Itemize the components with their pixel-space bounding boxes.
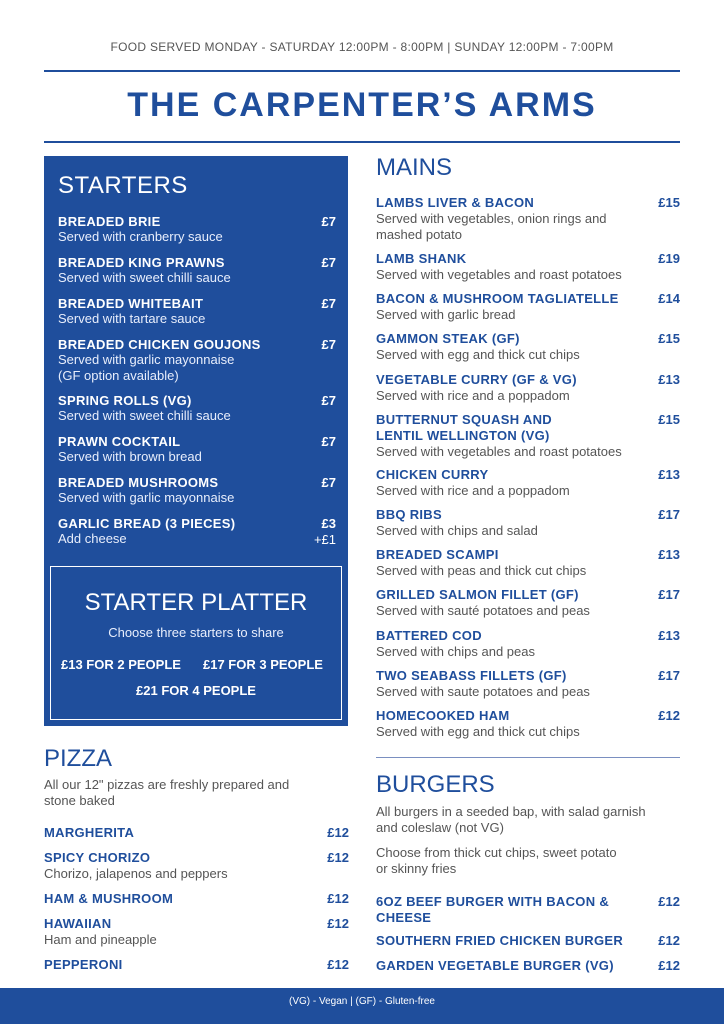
item-description: Served with garlic mayonnaise xyxy=(58,352,235,367)
item-price: £7 xyxy=(321,393,336,408)
item-name: MARGHERITA xyxy=(44,825,135,840)
item-name: BBQ RIBS xyxy=(376,507,442,522)
service-hours: FOOD SERVED MONDAY - SATURDAY 12:00PM - 8:00PM | SUNDAY 12:00PM - 7:00PM xyxy=(110,40,614,54)
page-title: THE CARPENTER’S ARMS xyxy=(127,86,597,124)
item-description: Chorizo, jalapenos and peppers xyxy=(44,866,228,881)
item-name: SPICY CHORIZO xyxy=(44,850,151,865)
item-description: Served with rice and a poppadom xyxy=(376,483,570,498)
burgers-sides-line: Choose from thick cut chips, sweet potato xyxy=(376,845,617,860)
mains-item xyxy=(376,372,680,404)
dietary-legend-footer xyxy=(0,988,724,1024)
item-price: £13 xyxy=(658,547,680,562)
item-name: VEGETABLE CURRY (GF & VG) xyxy=(376,372,577,387)
starter-platter-box xyxy=(50,566,342,720)
burgers-sides-note xyxy=(376,845,680,877)
dietary-legend: (VG) - Vegan | (GF) - Gluten-free xyxy=(289,996,435,1007)
starter-item xyxy=(58,475,336,506)
item-price: £15 xyxy=(658,412,680,427)
item-price: £13 xyxy=(658,372,680,387)
item-price: £12 xyxy=(327,891,349,906)
item-name: BREADED CHICKEN GOUJONS xyxy=(58,337,261,352)
pizza-item xyxy=(44,957,349,973)
mains-item xyxy=(376,587,680,619)
platter-subtitle: Choose three starters to share xyxy=(108,625,284,640)
mains-item xyxy=(376,291,680,323)
mains-item xyxy=(376,628,680,660)
item-description: Served with egg and thick cut chips xyxy=(376,724,580,739)
item-price: £12 xyxy=(658,708,680,723)
item-description: Served with vegetables, onion rings and xyxy=(376,211,607,226)
platter-option: £21 FOR 4 PEOPLE xyxy=(136,683,256,698)
item-price: £13 xyxy=(658,628,680,643)
pizza-intro-line: stone baked xyxy=(44,793,115,808)
item-name: LAMB SHANK xyxy=(376,251,467,266)
item-description: Served with egg and thick cut chips xyxy=(376,347,580,362)
item-description: Served with rice and a poppadom xyxy=(376,388,570,403)
item-name: GRILLED SALMON FILLET (GF) xyxy=(376,587,579,602)
item-price: £12 xyxy=(658,894,680,909)
item-price: £7 xyxy=(321,434,336,449)
item-price: £17 xyxy=(658,507,680,522)
item-price: £12 xyxy=(327,916,349,931)
item-note: (GF option available) xyxy=(58,368,179,383)
mains-item xyxy=(376,467,680,499)
item-name: SPRING ROLLS (VG) xyxy=(58,393,192,408)
item-name: GAMMON STEAK (GF) xyxy=(376,331,520,346)
item-price: £17 xyxy=(658,668,680,683)
starters-panel xyxy=(44,156,348,726)
item-name: BREADED WHITEBAIT xyxy=(58,296,204,311)
item-name: PEPPERONI xyxy=(44,957,123,972)
starter-item xyxy=(58,214,336,245)
item-name: HAWAIIAN xyxy=(44,916,112,931)
platter-option: £17 FOR 3 PEOPLE xyxy=(203,657,323,672)
mains-divider xyxy=(376,757,680,758)
mains-item xyxy=(376,668,680,700)
item-name: BREADED KING PRAWNS xyxy=(58,255,225,270)
item-name-cont: CHEESE xyxy=(376,910,432,925)
item-name: HOMECOOKED HAM xyxy=(376,708,510,723)
mains-item xyxy=(376,195,680,243)
item-extra-price: +£1 xyxy=(313,532,336,547)
mains-item xyxy=(376,412,680,460)
starter-item xyxy=(58,255,336,286)
item-description: Served with garlic mayonnaise xyxy=(58,490,235,505)
mains-item xyxy=(376,507,680,539)
item-description: Served with saute potatoes and peas xyxy=(376,684,590,699)
burger-item xyxy=(376,958,680,974)
starter-item xyxy=(58,393,336,424)
header-divider-bottom xyxy=(44,141,680,143)
mains-title: MAINS xyxy=(376,154,453,181)
item-description: Served with sweet chilli sauce xyxy=(58,270,231,285)
item-price: £12 xyxy=(658,958,680,973)
item-name: GARLIC BREAD (3 PIECES) xyxy=(58,516,236,531)
item-name-cont: LENTIL WELLINGTON (VG) xyxy=(376,428,550,443)
platter-title: STARTER PLATTER xyxy=(84,589,308,616)
starter-item xyxy=(58,516,336,547)
item-price: £12 xyxy=(327,850,349,865)
item-price: £7 xyxy=(321,337,336,352)
item-name: GARDEN VEGETABLE BURGER (VG) xyxy=(376,958,614,973)
item-price: £13 xyxy=(658,467,680,482)
item-description: Served with sauté potatoes and peas xyxy=(376,603,590,618)
pizza-item xyxy=(44,850,349,882)
item-price: £7 xyxy=(321,296,336,311)
burgers-title: BURGERS xyxy=(376,771,495,798)
burgers-intro-line: All burgers in a seeded bap, with salad garnish xyxy=(376,804,646,819)
item-price: £7 xyxy=(321,214,336,229)
item-price: £17 xyxy=(658,587,680,602)
burgers-intro-line: and coleslaw (not VG) xyxy=(376,820,504,835)
item-description: Served with vegetables and roast potatoes xyxy=(376,267,622,282)
item-description: Served with chips and peas xyxy=(376,644,535,659)
item-price: £14 xyxy=(658,291,680,306)
item-description: Served with sweet chilli sauce xyxy=(58,408,231,423)
pizza-item xyxy=(44,916,349,948)
item-name: LAMBS LIVER & BACON xyxy=(376,195,535,210)
pizza-intro xyxy=(44,777,344,809)
item-name: 6OZ BEEF BURGER WITH BACON & xyxy=(376,894,610,909)
item-price: £7 xyxy=(321,255,336,270)
item-price: £12 xyxy=(327,957,349,972)
mains-item xyxy=(376,251,680,283)
item-description: Served with chips and salad xyxy=(376,523,538,538)
item-price: £15 xyxy=(658,195,680,210)
item-description: Served with peas and thick cut chips xyxy=(376,563,587,578)
item-description: Add cheese xyxy=(58,531,127,546)
pizza-title: PIZZA xyxy=(44,745,113,772)
mains-item xyxy=(376,547,680,579)
item-name: BUTTERNUT SQUASH AND xyxy=(376,412,552,427)
item-description: Served with cranberry sauce xyxy=(58,229,223,244)
item-description: Served with brown bread xyxy=(58,449,202,464)
mains-item xyxy=(376,331,680,363)
pizza-item xyxy=(44,825,349,841)
starter-item xyxy=(58,337,336,384)
pizza-intro-line: All our 12" pizzas are freshly prepared and xyxy=(44,777,290,792)
item-price: £7 xyxy=(321,475,336,490)
item-name: BACON & MUSHROOM TAGLIATELLE xyxy=(376,291,619,306)
item-description: Served with vegetables and roast potatoes xyxy=(376,444,622,459)
item-description: Served with tartare sauce xyxy=(58,311,206,326)
burger-item xyxy=(376,894,680,926)
item-name: CHICKEN CURRY xyxy=(376,467,489,482)
platter-option: £13 FOR 2 PEOPLE xyxy=(61,657,181,672)
pizza-item xyxy=(44,891,349,907)
starter-item xyxy=(58,434,336,465)
mains-item xyxy=(376,708,680,740)
header-divider-top xyxy=(44,70,680,72)
item-price: £3 xyxy=(321,516,336,531)
burgers-intro xyxy=(376,804,680,836)
item-name: BREADED MUSHROOMS xyxy=(58,475,219,490)
item-name: BATTERED COD xyxy=(376,628,482,643)
starters-title: STARTERS xyxy=(58,172,188,199)
item-name: SOUTHERN FRIED CHICKEN BURGER xyxy=(376,933,624,948)
item-price: £12 xyxy=(658,933,680,948)
item-name: HAM & MUSHROOM xyxy=(44,891,174,906)
burger-item xyxy=(376,933,680,949)
item-name: TWO SEABASS FILLETS (GF) xyxy=(376,668,567,683)
item-price: £19 xyxy=(658,251,680,266)
item-name: BREADED SCAMPI xyxy=(376,547,499,562)
item-description-cont: mashed potato xyxy=(376,227,463,242)
item-name: BREADED BRIE xyxy=(58,214,161,229)
item-price: £15 xyxy=(658,331,680,346)
burgers-sides-line: or skinny fries xyxy=(376,861,457,876)
item-description: Served with garlic bread xyxy=(376,307,516,322)
item-price: £12 xyxy=(327,825,349,840)
item-description: Ham and pineapple xyxy=(44,932,157,947)
starter-item xyxy=(58,296,336,327)
item-name: PRAWN COCKTAIL xyxy=(58,434,181,449)
